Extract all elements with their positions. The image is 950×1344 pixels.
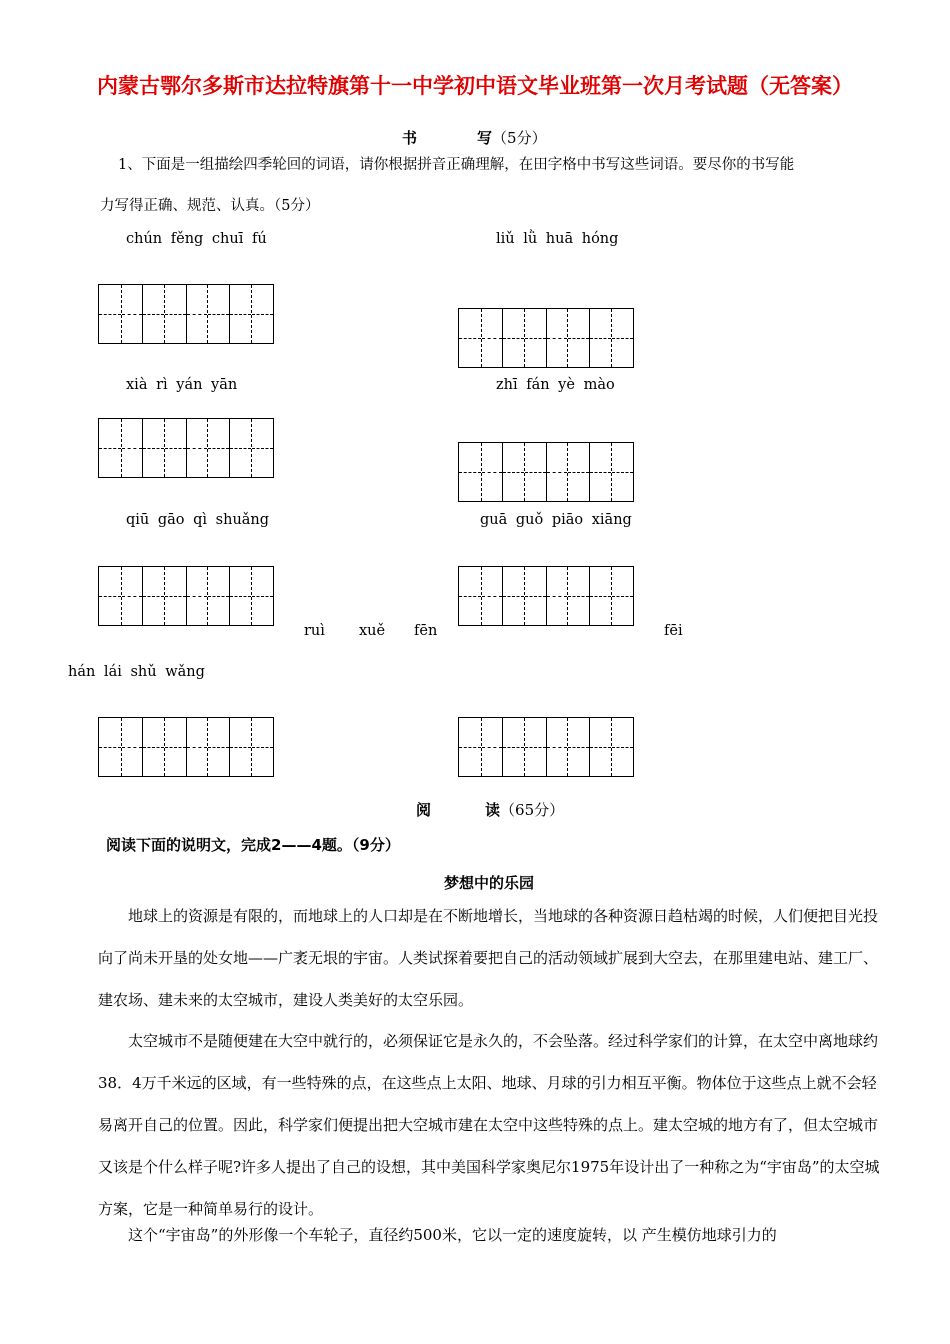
pinyin-label: hán lái shǔ wǎng [68,664,205,680]
writing-grid[interactable] [98,418,274,478]
writing-section-heading: 书 写（5分） [402,129,547,147]
pinyin-label: guā guǒ piāo xiāng [480,512,632,528]
writing-grid[interactable] [98,284,274,344]
article-paragraph: 太空城市不是随便建在大空中就行的，必须保证它是永久的，不会坠落。经过科学家们的计算，在太空中离地球约38．4万千米远的区域，有一些特殊的点，在这些点上太阳、地球、月球的引力相互平衡。物体位于这些点上就不会轻易离开自己的位置。因此，科学家们便提出把大空城市建在太空中这些特殊的点上。建太空城的地方有了，但太空城市又该是个什么样子呢?许多人提出了自己的设想，其中美国科学家奥尼尔1975年设计出了一种称之为“宇宙岛”的太空城方案，它是一种简单易行的设计。 [98,1032,880,1218]
pinyin-label: fēn [414,623,438,639]
question-1-line-2: 力写得正确、规范、认真。（5分） [100,198,320,214]
pinyin-label: xià rì yán yān [126,377,238,393]
writing-grid[interactable] [98,717,274,777]
writing-grid[interactable] [458,717,634,777]
writing-grid[interactable] [98,566,274,626]
question-1-line-1: 1、下面是一组描绘四季轮回的词语，请你根据拼音正确理解，在田字格中书写这些词语。要尽你的书写能 [118,157,795,173]
article-title: 梦想中的乐园 [444,874,535,892]
reading-section-heading: 阅 读（65分） [416,801,565,819]
pinyin-label: liǔ lǜ huā hóng [496,231,619,247]
writing-grid[interactable] [458,308,634,368]
pinyin-label: fēi [664,623,683,639]
article-paragraph: 这个“宇宙岛”的外形像一个车轮子，直径约500米，它以一定的速度旋转，以 产生模仿地球引力的 [128,1226,777,1244]
pinyin-label: zhī fán yè mào [496,377,615,393]
writing-grid[interactable] [458,442,634,502]
exam-title: 内蒙古鄂尔多斯市达拉特旗第十一中学初中语文毕业班第一次月考试题（无答案） [97,74,853,98]
pinyin-label: ruì [304,623,325,639]
reading-instruction: 阅读下面的说明文，完成2——4题。（9分） [106,836,400,854]
writing-grid[interactable] [458,566,634,626]
article-paragraph: 地球上的资源是有限的，而地球上的人口却是在不断地增长，当地球的各种资源日趋枯竭的时候，人们便把目光投向了尚未开垦的处女地——广袤无垠的宇宙。人类试探着要把自己的活动领域扩展到大空去，在那里建电站、建工厂、建农场、建未来的太空城市，建设人类美好的太空乐园。 [98,907,879,1009]
pinyin-label: qiū gāo qì shuǎng [126,512,270,528]
pinyin-label: xuě [359,623,386,639]
pinyin-label: chún fěng chuī fú [126,231,267,247]
